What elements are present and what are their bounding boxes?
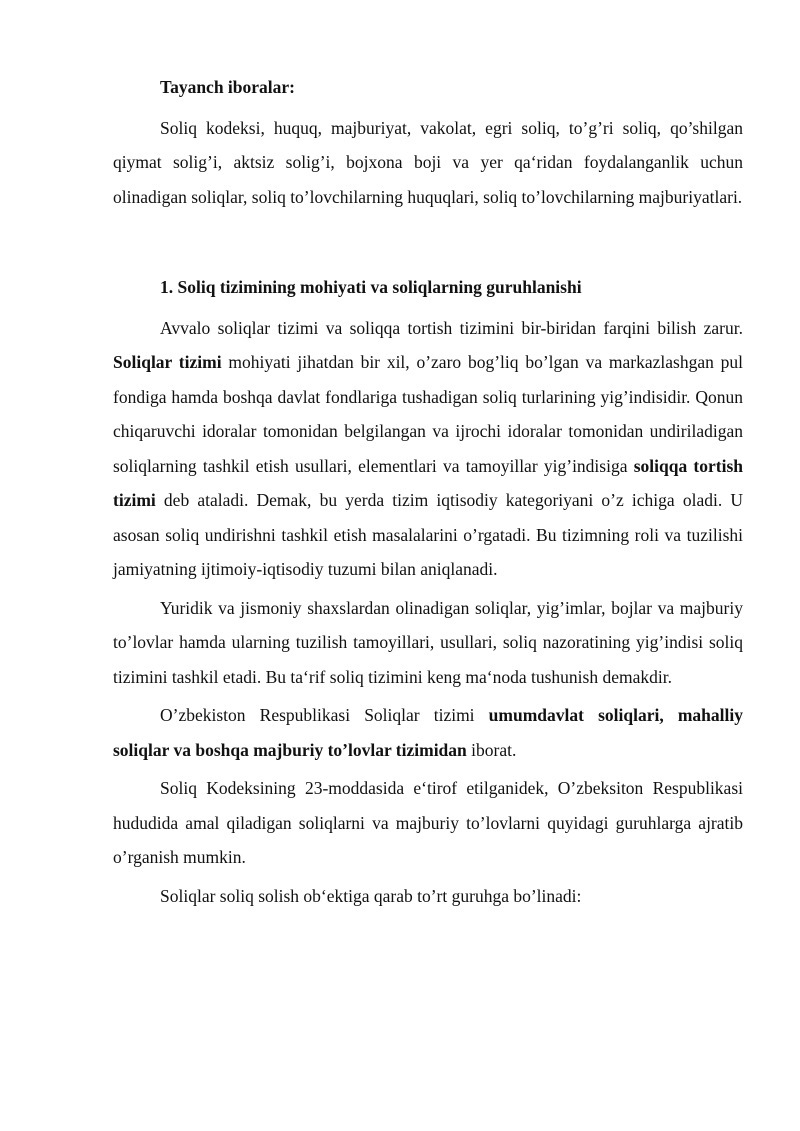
section-title: 1. Soliq tizimining mohiyati va soliqlarning guruhlanishi	[160, 277, 582, 297]
keywords-paragraph: Soliq kodeksi, huquq, majburiyat, vakolat, egri soliq, to’g’ri soliq, qo’shilgan qiymat solig’i, aktsiz solig’i, bojxona boji va yer qa‘ridan foydalanganlik uchun olinadigan soliqlar, soliq to’lovchilarning huquqlari, soliq to’lovchilarning majburiyatlari.	[113, 117, 743, 207]
term-tax-groups: umumdavlat soliqlari, mahalliy soliqlar va boshqa majburiy to’lovlar tizimidan	[113, 705, 743, 760]
keywords-heading: Tayanch iboralar:	[160, 77, 295, 97]
paragraph-uzbekistan	[113, 698, 743, 767]
paragraph-text: O’zbekiston Respublikasi Soliqlar tizimi	[160, 705, 489, 725]
paragraph-text: iborat.	[466, 739, 517, 760]
paragraph-four-groups: Soliqlar soliq solish ob‘ektiga qarab to’rt guruhga bo’linadi:	[160, 885, 582, 906]
term-soliqqa-tortish-tizimi: soliqqa tortish tizimi	[113, 455, 744, 510]
paragraph-code-article: Soliq Kodeksining 23-moddasida e‘tirof etilganidek, O’zbeksiton Respublikasi hududida amal qiladigan soliqlarni va majburiy to’lovlarni quyidagi guruhlarga ajratib o’rganish mumkin.	[113, 778, 743, 867]
paragraph-systems	[113, 311, 743, 587]
paragraph-text: Avvalo soliqlar tizimi va soliqqa tortish tizimini bir-biridan farqini bilish zarur.	[160, 317, 743, 338]
paragraph-definition: Yuridik va jismoniy shaxslardan olinadigan soliqlar, yig’imlar, bojlar va majburiy to’lovlar hamda ularning tuzilish tamoyillari, usullari, soliq nazoratining yig’indisi soliq tizimini tashkil etadi. Bu ta‘rif soliq tizimini keng ma‘noda tushunish demakdir.	[113, 597, 743, 687]
term-soliqlar-tizimi: Soliqlar tizimi	[113, 352, 222, 372]
paragraph-text: mohiyati jihatdan bir xil, o’zaro bog’liq bo’lgan va markazlashgan pul fondiga hamda boshqa davlat fondlariga tushadigan soliq turlarining yig’indisidir. Qonun chiqaruvchi idoralar tomonidan belgilangan va ijrochi idoralar tomonidan undiriladigan soliqlarning tashkil etish usullari, elementlari va tamoyillar yig’indisiga	[113, 352, 744, 476]
paragraph-text: deb ataladi. Demak, bu yerda tizim iqtisodiy kategoriyani o’z ichiga oladi. U asosan soliq undirishni tashkil etish masalalarini o’rgatadi. Bu tizimning roli va tuzilishi jamiyatning ijtimoiy-iqtisodiy tuzumi bilan aniqlanadi.	[113, 490, 743, 579]
